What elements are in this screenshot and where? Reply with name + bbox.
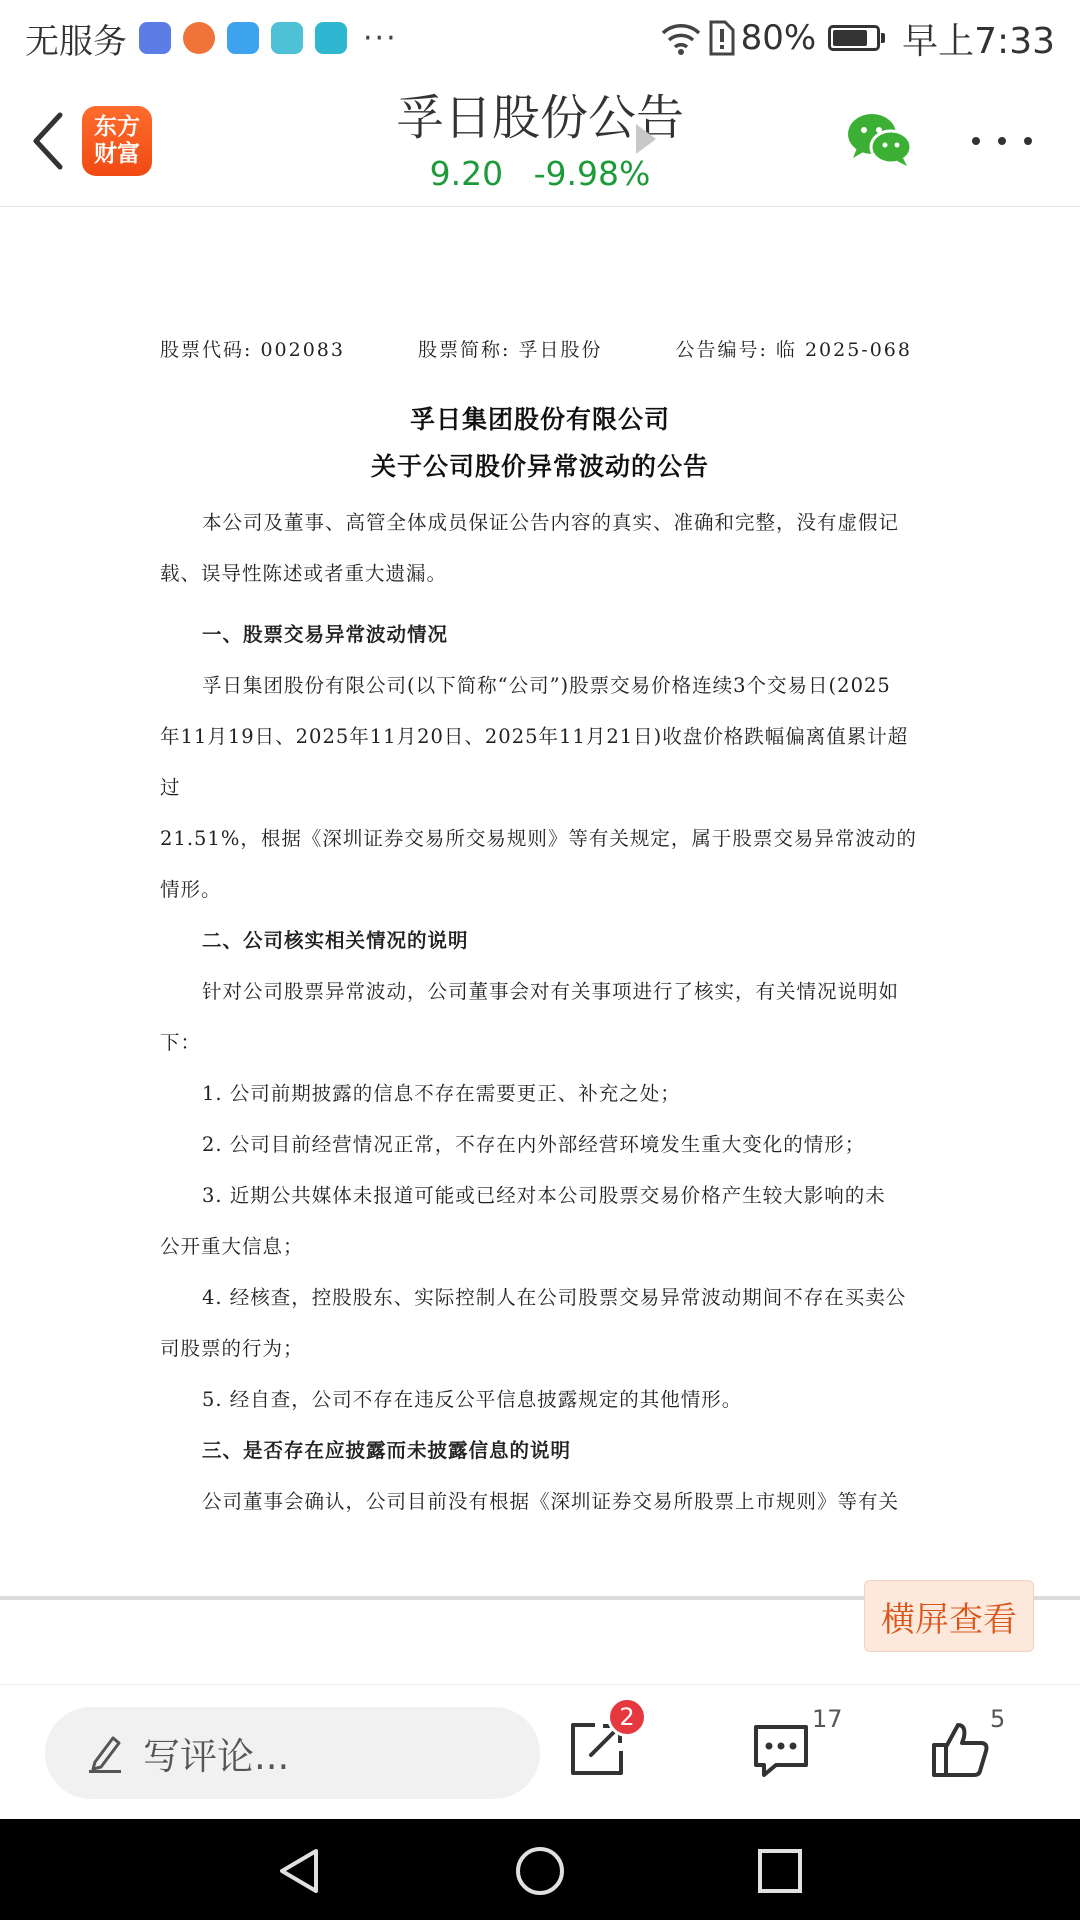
eastmoney-logo[interactable] [82,106,152,176]
pen-icon [87,1732,123,1774]
like-count: 5 [990,1705,1006,1733]
system-nav-bar [0,1819,1080,1920]
nav-home-button[interactable] [514,1845,566,1897]
battery-fill [833,30,867,46]
status-bar [0,0,1080,75]
nav-back-icon [274,1845,326,1897]
huawei-app-icon [271,22,303,54]
document-title-line-1: 孚日集团股份有限公司 [409,405,670,434]
status-right [661,14,1055,62]
nav-back-button[interactable] [274,1845,326,1897]
wifi-icon [661,21,701,55]
expand-arrow-icon[interactable] [636,124,656,154]
paragraph-line: 公司董事会确认，公司目前没有根据《深圳证券交易所股票上市规则》等有关 [202,1490,900,1513]
landscape-view-button[interactable]: 横屏查看 [864,1580,1034,1652]
status-left [25,14,398,62]
nav-home-icon [514,1845,566,1897]
battery-percent: 80% [740,18,817,58]
baidu-app-icon [139,22,171,54]
header-bar [0,78,1080,207]
page-title: 孚日股份公告 [395,90,684,146]
book-app-icon [315,22,347,54]
stock-code: 股票代码: 002083 [160,339,345,361]
share-button[interactable] [565,1703,635,1789]
section-3-title: 三、是否存在应披露而未披露信息的说明 [202,1439,572,1462]
like-button[interactable] [930,1705,1006,1789]
comment-placeholder: 写评论... [143,1735,290,1778]
paragraph-line: 孚日集团股份有限公司(以下简称“公司”)股票交易价格连续3个交易日(2025 [202,674,891,697]
section-1-title: 一、股票交易异常波动情况 [202,623,449,646]
list-item: 5. 经自查，公司不存在违反公平信息披露规定的其他情形。 [202,1388,743,1411]
more-dots-icon [972,137,980,145]
list-item: 1. 公司前期披露的信息不存在需要更正、补充之处； [202,1082,681,1105]
clock-time: 早上7:33 [902,20,1055,62]
more-options-button[interactable] [972,126,1032,156]
app-icon-blue [227,22,259,54]
comment-input[interactable] [45,1707,540,1799]
paragraph-line: 下： [160,1031,202,1054]
title-block[interactable] [300,88,780,196]
statement-line: 本公司及董事、高管全体成员保证公告内容的真实、准确和完整，没有虚假记 [202,511,900,534]
carrier-label: 无服务 [25,21,127,62]
brand-line-2: 财富 [94,141,140,167]
nav-recents-button[interactable] [754,1845,806,1897]
battery-icon [828,25,880,51]
stock-short-name: 股票简称: 孚日股份 [418,339,603,361]
paragraph-line: 针对公司股票异常波动，公司董事会对有关事项进行了核实，有关情况说明如 [202,980,900,1003]
announcement-number: 公告编号: 临 2025-068 [675,339,912,361]
paragraph-line: 21.51%，根据《深圳证券交易所交易规则》等有关规定，属于股票交易异常波动的 [160,827,917,850]
paragraph-line: 情形。 [160,878,222,901]
back-button[interactable] [20,106,76,176]
statement-line: 载、误导性陈述或者重大遗漏。 [160,562,448,585]
comment-icon [750,1719,812,1781]
list-item: 4. 经核查，控股股东、实际控制人在公司股票交易异常波动期间不存在买卖公 [202,1286,907,1309]
stock-price: 9.20 [429,154,504,193]
list-item: 3. 近期公共媒体未报道可能或已经对本公司股票交易价格产生较大影响的未 [202,1184,886,1207]
announcement-document[interactable] [0,207,1080,1597]
section-2-title: 二、公司核实相关情况的说明 [202,929,469,952]
nav-recents-icon [754,1845,806,1897]
back-arrow-icon [30,111,66,171]
document-title-line-2: 关于公司股价异常波动的公告 [370,452,709,481]
stock-quote [300,152,780,196]
stock-change: -9.98% [533,154,651,193]
bottom-toolbar [0,1684,1080,1820]
list-item: 2. 公司目前经营情况正常，不存在内外部经营环境发生重大变化的情形； [202,1133,866,1156]
wechat-share-button[interactable] [845,110,915,170]
list-item-continued: 司股票的行为； [160,1337,304,1360]
list-item-continued: 公开重大信息； [160,1235,304,1258]
app-icon-orange [183,22,215,54]
more-notifications-icon: ··· [363,20,398,56]
thumbs-up-icon [930,1719,992,1781]
brand-line-1: 东方 [94,114,140,140]
share-badge: 2 [607,1697,647,1737]
paragraph-line: 年11月19日、2025年11月20日、2025年11月21日)收盘价格跌幅偏离值累计超过 [160,725,909,799]
document-body [160,497,920,1527]
comment-count: 17 [812,1705,843,1733]
alert-sim-icon [707,20,735,56]
wechat-icon [845,110,915,170]
document-meta [160,335,912,362]
comments-button[interactable] [750,1705,843,1789]
